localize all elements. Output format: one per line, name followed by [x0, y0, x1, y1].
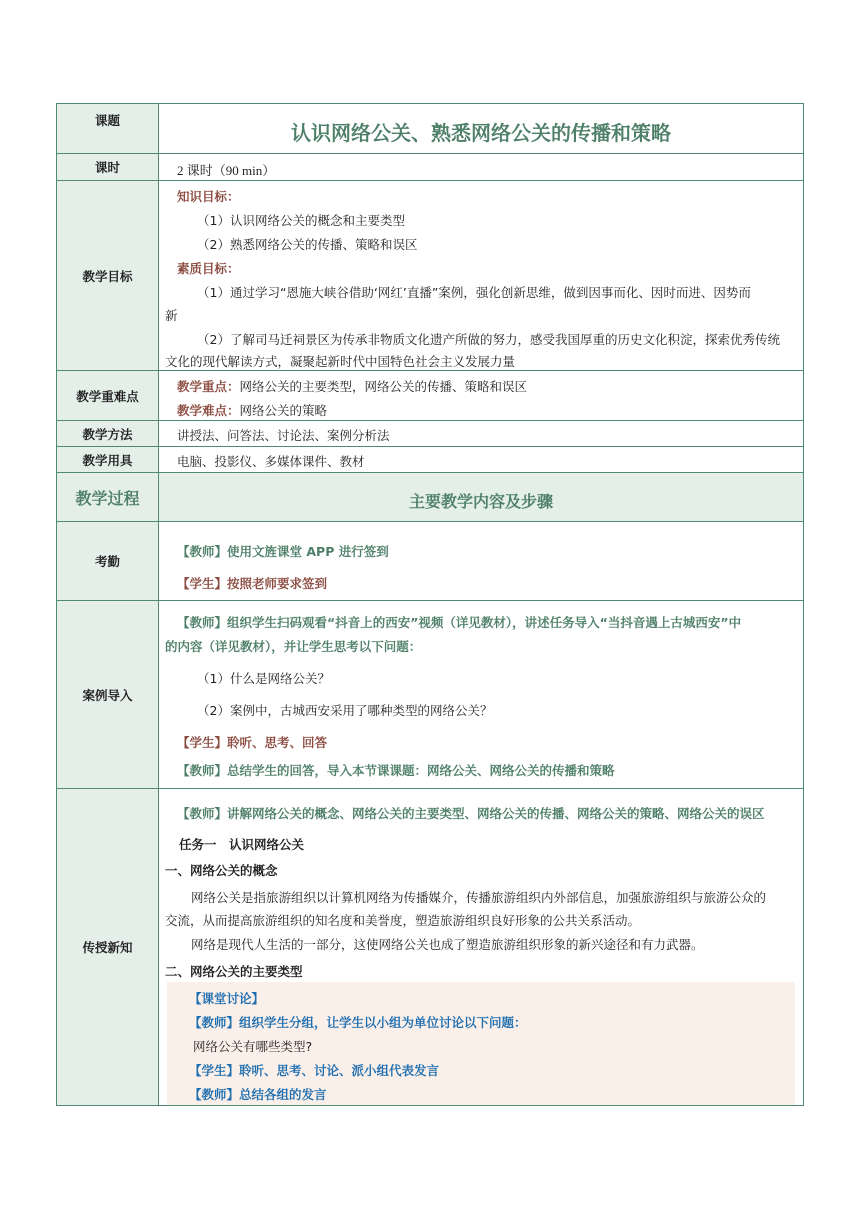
label-keypoints: 教学重难点 [57, 371, 159, 420]
row-case [57, 601, 803, 789]
cell-case [159, 601, 803, 788]
label-tools: 教学用具 [57, 447, 159, 472]
cell-hours [159, 154, 803, 180]
row-hours [57, 154, 803, 181]
label-process: 教学过程 [57, 473, 159, 521]
classroom-discussion-box [167, 982, 795, 1105]
task-1-heading: 任务一 认识网络公关 [179, 837, 305, 852]
row-attendance [57, 522, 803, 601]
teach-intro: 【教师】讲解网络公关的概念、网络公关的主要类型、网络公关的传播、网络公关的策略、网络公关的误区 [177, 806, 765, 821]
methods-value: 讲授法、问答法、讨论法、案例分析法 [177, 428, 390, 443]
row-process-header [57, 473, 803, 522]
quality-goals-heading: 素质目标： [177, 261, 240, 276]
paragraph-1-line-1: 网络公关是指旅游组织以计算机网络为传播媒介，传播旅游组织内外部信息，加强旅游组织与旅游公众的 [191, 890, 767, 905]
cell-teach [159, 789, 803, 1105]
cell-attendance [159, 522, 803, 600]
cell-goals [159, 181, 803, 370]
difficulty-heading: 教学难点： [177, 403, 240, 418]
row-keypoints [57, 371, 803, 421]
label-topic: 课题 [57, 104, 159, 153]
discussion-question: 网络公关有哪些类型? [193, 1039, 313, 1054]
label-goals: 教学目标 [57, 181, 159, 370]
row-topic [57, 104, 803, 154]
difficulty-line [177, 401, 327, 419]
label-case: 案例导入 [57, 601, 159, 788]
case-question-2: （2）案例中，古城西安采用了哪种类型的网络公关？ [197, 703, 493, 718]
attendance-teacher: 【教师】使用文旌课堂 APP 进行签到 [177, 544, 389, 559]
row-methods [57, 421, 803, 447]
hours-value: 2 课时（90 min） [177, 163, 276, 178]
case-teacher-line-2: 的内容（详见教材），并让学生思考以下问题： [165, 639, 422, 654]
section-1-heading: 一、网络公关的概念 [165, 863, 278, 878]
label-hours: 课时 [57, 154, 159, 180]
discussion-heading: 【课堂讨论】 [189, 991, 265, 1006]
cell-process-heading [159, 473, 803, 521]
row-tools [57, 447, 803, 473]
tools-value: 电脑、投影仪、多媒体课件、教材 [177, 454, 365, 469]
case-teacher-line-1: 【教师】组织学生扫码观看“抖音上的西安”视频（详见教材），讲述任务导入“当抖音遇上古城西安”中 [177, 615, 742, 630]
quality-goal-2-cont: 文化的现代解读方式，凝聚起新时代中国特色社会主义发展力量 [165, 354, 516, 369]
case-teacher-summary: 【教师】总结学生的回答，导入本节课课题：网络公关、网络公关的传播和策略 [177, 763, 615, 778]
case-question-1: （1）什么是网络公关？ [197, 671, 330, 686]
attendance-student: 【学生】按照老师要求签到 [177, 576, 328, 591]
knowledge-goal-2: （2）熟悉网络公关的传播、策略和误区 [197, 237, 418, 252]
cell-topic [159, 104, 803, 153]
process-heading: 主要教学内容及步骤 [408, 492, 553, 511]
label-teach: 传授新知 [57, 789, 159, 1105]
focus-text: 网络公关的主要类型，网络公关的传播、策略和误区 [239, 379, 528, 394]
lesson-plan-table [56, 103, 804, 1106]
label-methods: 教学方法 [57, 421, 159, 446]
section-2-heading: 二、网络公关的主要类型 [165, 964, 303, 979]
row-goals [57, 181, 803, 371]
quality-goal-1: （1）通过学习“恩施大峡谷借助‘网红’直播”案例，强化创新思维，做到因事而化、因时而进、因势而 [197, 285, 751, 300]
discussion-teacher: 【教师】组织学生分组，让学生以小组为单位讨论以下问题： [189, 1015, 527, 1030]
case-student: 【学生】聆听、思考、回答 [177, 735, 328, 750]
difficulty-text: 网络公关的策略 [239, 403, 328, 418]
discussion-summary: 【教师】总结各组的发言 [189, 1087, 327, 1102]
focus-line [177, 377, 527, 395]
quality-goal-1-cont: 新 [165, 308, 178, 323]
quality-goal-2: （2）了解司马迁祠景区为传承非物质文化遗产所做的努力，感受我国厚重的历史文化积淀，探索优秀传统 [197, 332, 780, 347]
paragraph-2: 网络是现代人生活的一部分，这使网络公关也成了塑造旅游组织形象的新兴途径和有力武器。 [191, 937, 704, 952]
knowledge-goals-heading: 知识目标： [177, 189, 240, 204]
cell-keypoints [159, 371, 803, 420]
knowledge-goal-1: （1）认识网络公关的概念和主要类型 [197, 213, 405, 228]
discussion-student: 【学生】聆听、思考、讨论、派小组代表发言 [189, 1063, 440, 1078]
cell-tools [159, 447, 803, 472]
row-teach [57, 789, 803, 1105]
label-attendance: 考勤 [57, 522, 159, 600]
lesson-title: 认识网络公关、熟悉网络公关的传播和策略 [291, 121, 671, 145]
paragraph-1-line-2: 交流，从而提高旅游组织的知名度和美誉度，塑造旅游组织良好形象的公共关系活动。 [165, 913, 641, 928]
focus-heading: 教学重点： [177, 379, 240, 394]
cell-methods [159, 421, 803, 446]
